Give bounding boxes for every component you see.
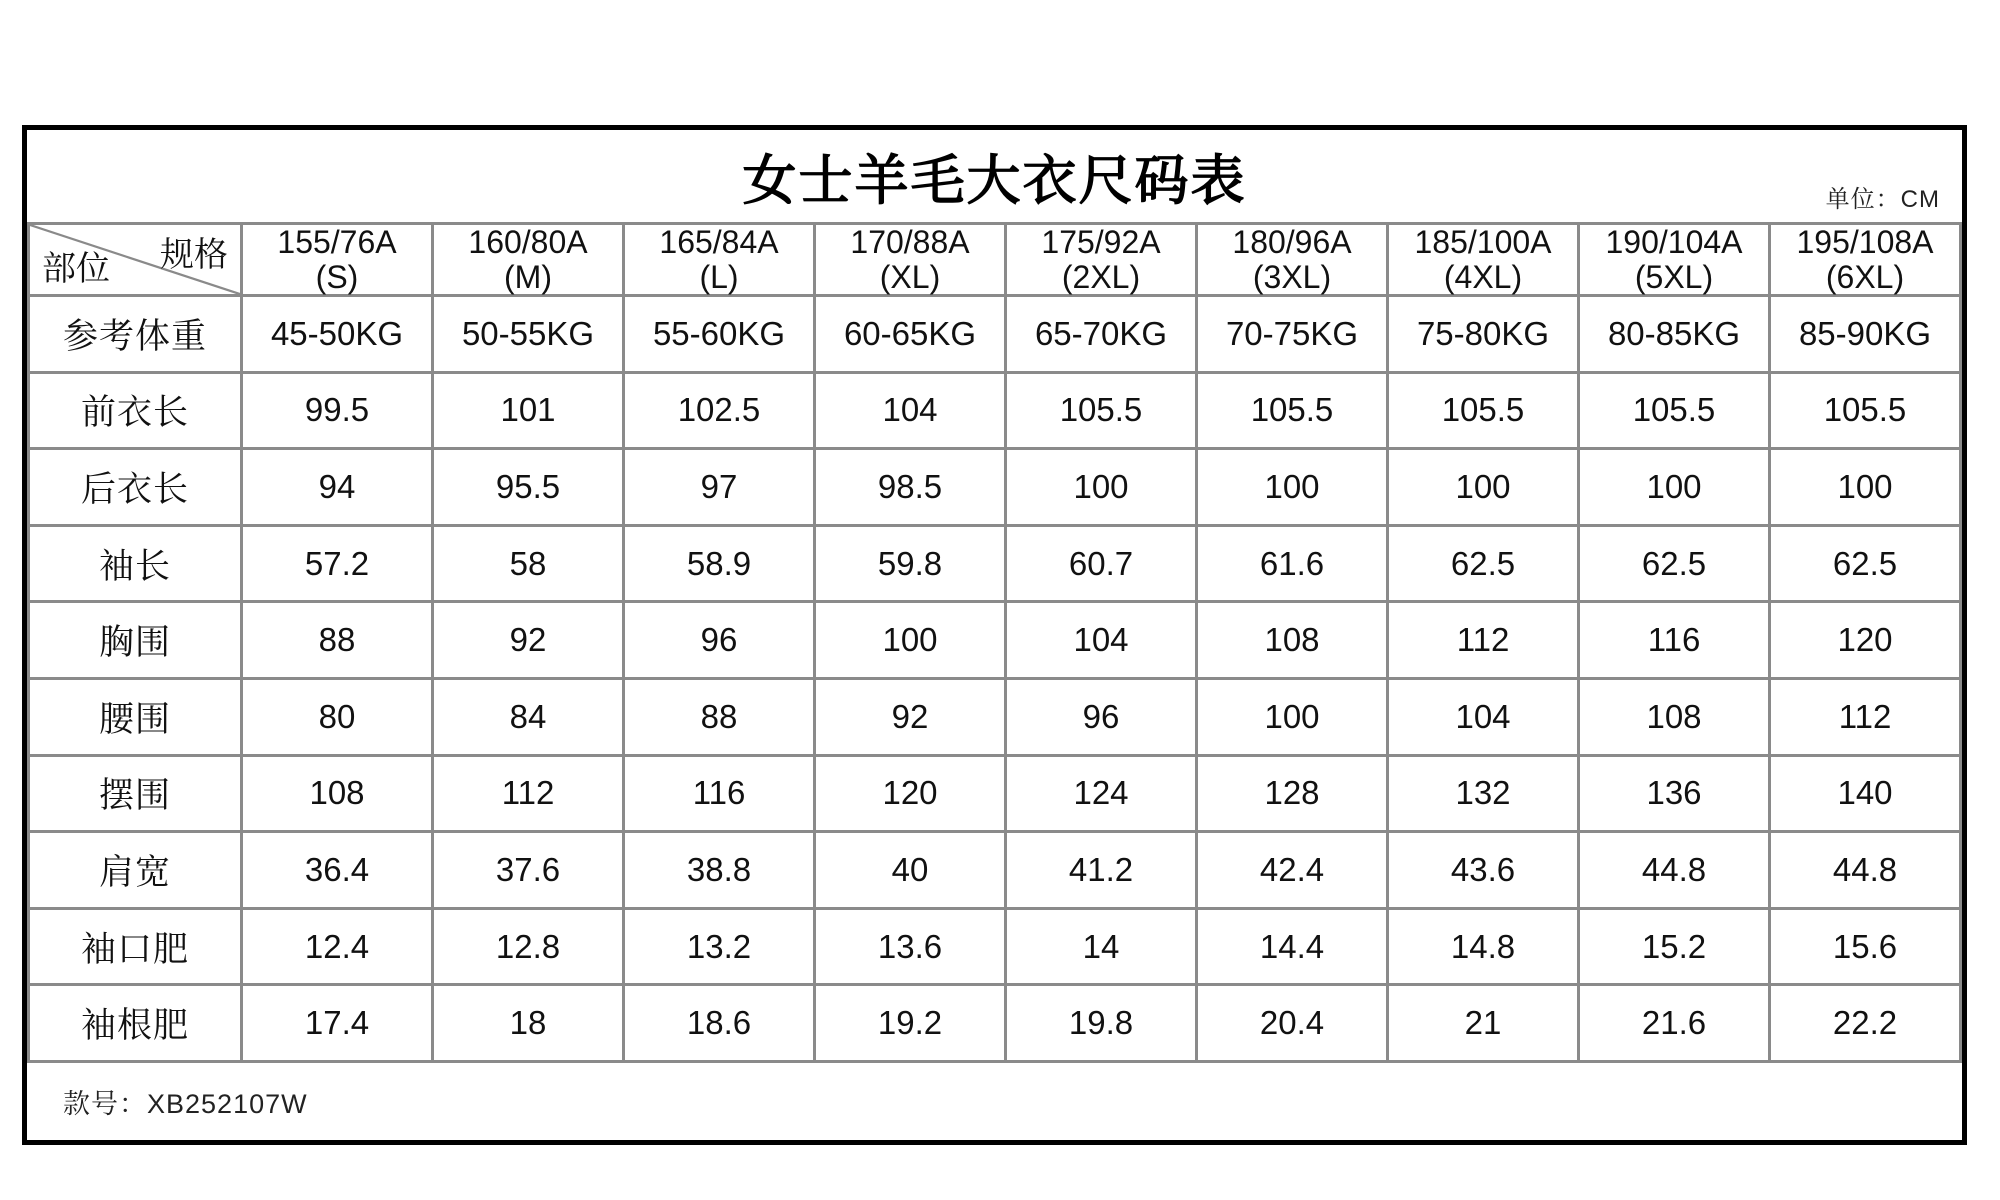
value-cell: 99.5 bbox=[242, 372, 433, 449]
table-row bbox=[29, 602, 1961, 679]
page-title: 女士羊毛大衣尺码表 bbox=[742, 150, 1247, 211]
row-label-cell: 袖长 bbox=[29, 525, 242, 602]
table-row bbox=[29, 985, 1961, 1062]
value-cell: 84 bbox=[433, 678, 624, 755]
value-cell: 105.5 bbox=[1579, 372, 1770, 449]
value-cell: 96 bbox=[1006, 678, 1197, 755]
table-row bbox=[29, 449, 1961, 526]
value-cell: 12.8 bbox=[433, 908, 624, 985]
value-cell: 108 bbox=[1579, 678, 1770, 755]
value-cell: 45-50KG bbox=[242, 296, 433, 373]
model-number: 款号：XB252107W bbox=[63, 1089, 308, 1119]
value-cell: 12.4 bbox=[242, 908, 433, 985]
value-cell: 96 bbox=[624, 602, 815, 679]
value-cell: 62.5 bbox=[1770, 525, 1961, 602]
value-cell: 100 bbox=[1770, 449, 1961, 526]
row-label-cell: 胸围 bbox=[29, 602, 242, 679]
corner-cell bbox=[29, 224, 242, 296]
value-cell: 60-65KG bbox=[815, 296, 1006, 373]
size-code: (S) bbox=[315, 258, 359, 295]
unit-note: 单位：CM bbox=[1825, 186, 1940, 213]
value-cell: 44.8 bbox=[1770, 832, 1961, 909]
value-cell: 57.2 bbox=[242, 525, 433, 602]
value-cell: 100 bbox=[1579, 449, 1770, 526]
value-cell: 98.5 bbox=[815, 449, 1006, 526]
value-cell: 100 bbox=[1197, 678, 1388, 755]
size-header-cell bbox=[433, 224, 624, 296]
table-row bbox=[29, 908, 1961, 985]
value-cell: 120 bbox=[815, 755, 1006, 832]
value-cell: 92 bbox=[815, 678, 1006, 755]
value-cell: 58 bbox=[433, 525, 624, 602]
value-cell: 37.6 bbox=[433, 832, 624, 909]
size-code: (5XL) bbox=[1634, 258, 1714, 295]
value-cell: 128 bbox=[1197, 755, 1388, 832]
table-row bbox=[29, 525, 1961, 602]
value-cell: 75-80KG bbox=[1388, 296, 1579, 373]
value-cell: 97 bbox=[624, 449, 815, 526]
size-header-cell bbox=[815, 224, 1006, 296]
value-cell: 19.2 bbox=[815, 985, 1006, 1062]
value-cell: 13.2 bbox=[624, 908, 815, 985]
value-cell: 80 bbox=[242, 678, 433, 755]
row-label-cell: 袖口肥 bbox=[29, 908, 242, 985]
value-cell: 50-55KG bbox=[433, 296, 624, 373]
value-cell: 61.6 bbox=[1197, 525, 1388, 602]
value-cell: 18 bbox=[433, 985, 624, 1062]
value-cell: 100 bbox=[1388, 449, 1579, 526]
value-cell: 85-90KG bbox=[1770, 296, 1961, 373]
value-cell: 22.2 bbox=[1770, 985, 1961, 1062]
value-cell: 60.7 bbox=[1006, 525, 1197, 602]
value-cell: 65-70KG bbox=[1006, 296, 1197, 373]
value-cell: 104 bbox=[1006, 602, 1197, 679]
row-label-cell: 后衣长 bbox=[29, 449, 242, 526]
value-cell: 43.6 bbox=[1388, 832, 1579, 909]
size-spec: 190/104A bbox=[1605, 224, 1743, 260]
value-cell: 70-75KG bbox=[1197, 296, 1388, 373]
size-header-cell bbox=[242, 224, 433, 296]
value-cell: 14 bbox=[1006, 908, 1197, 985]
value-cell: 104 bbox=[1388, 678, 1579, 755]
value-cell: 112 bbox=[433, 755, 624, 832]
value-cell: 17.4 bbox=[242, 985, 433, 1062]
value-cell: 104 bbox=[815, 372, 1006, 449]
size-code: (XL) bbox=[879, 258, 941, 295]
size-spec: 160/80A bbox=[468, 224, 588, 260]
size-spec: 155/76A bbox=[277, 224, 397, 260]
header-row bbox=[29, 224, 1961, 296]
table-row bbox=[29, 372, 1961, 449]
value-cell: 21.6 bbox=[1579, 985, 1770, 1062]
value-cell: 36.4 bbox=[242, 832, 433, 909]
size-chart-sheet bbox=[22, 125, 1967, 1145]
size-header-cell bbox=[1770, 224, 1961, 296]
value-cell: 18.6 bbox=[624, 985, 815, 1062]
size-spec: 165/84A bbox=[659, 224, 779, 260]
size-code: (3XL) bbox=[1252, 258, 1332, 295]
value-cell: 55-60KG bbox=[624, 296, 815, 373]
table-row bbox=[29, 678, 1961, 755]
row-label-cell: 前衣长 bbox=[29, 372, 242, 449]
value-cell: 40 bbox=[815, 832, 1006, 909]
value-cell: 80-85KG bbox=[1579, 296, 1770, 373]
value-cell: 14.8 bbox=[1388, 908, 1579, 985]
size-code: (6XL) bbox=[1825, 258, 1905, 295]
value-cell: 14.4 bbox=[1197, 908, 1388, 985]
value-cell: 105.5 bbox=[1770, 372, 1961, 449]
value-cell: 100 bbox=[1006, 449, 1197, 526]
size-code: (L) bbox=[699, 258, 739, 295]
value-cell: 62.5 bbox=[1388, 525, 1579, 602]
value-cell: 101 bbox=[433, 372, 624, 449]
title-band bbox=[27, 130, 1962, 222]
size-code: (4XL) bbox=[1443, 258, 1523, 295]
size-spec: 170/88A bbox=[850, 224, 970, 260]
row-label-cell: 袖根肥 bbox=[29, 985, 242, 1062]
table-row bbox=[29, 832, 1961, 909]
value-cell: 19.8 bbox=[1006, 985, 1197, 1062]
size-code: (M) bbox=[504, 258, 552, 295]
value-cell: 20.4 bbox=[1197, 985, 1388, 1062]
footer-band bbox=[27, 1063, 1962, 1140]
value-cell: 100 bbox=[815, 602, 1006, 679]
size-spec: 185/100A bbox=[1414, 224, 1552, 260]
size-header-cell bbox=[1388, 224, 1579, 296]
value-cell: 102.5 bbox=[624, 372, 815, 449]
value-cell: 58.9 bbox=[624, 525, 815, 602]
size-spec: 195/108A bbox=[1796, 224, 1934, 260]
row-label-cell: 腰围 bbox=[29, 678, 242, 755]
value-cell: 112 bbox=[1388, 602, 1579, 679]
size-table bbox=[27, 222, 1962, 1063]
value-cell: 44.8 bbox=[1579, 832, 1770, 909]
value-cell: 13.6 bbox=[815, 908, 1006, 985]
table-row bbox=[29, 755, 1961, 832]
value-cell: 88 bbox=[242, 602, 433, 679]
value-cell: 136 bbox=[1579, 755, 1770, 832]
value-cell: 42.4 bbox=[1197, 832, 1388, 909]
value-cell: 62.5 bbox=[1579, 525, 1770, 602]
value-cell: 112 bbox=[1770, 678, 1961, 755]
value-cell: 38.8 bbox=[624, 832, 815, 909]
size-code: (2XL) bbox=[1061, 258, 1141, 295]
size-header-cell bbox=[624, 224, 815, 296]
value-cell: 108 bbox=[242, 755, 433, 832]
value-cell: 94 bbox=[242, 449, 433, 526]
value-cell: 41.2 bbox=[1006, 832, 1197, 909]
value-cell: 100 bbox=[1197, 449, 1388, 526]
value-cell: 124 bbox=[1006, 755, 1197, 832]
value-cell: 88 bbox=[624, 678, 815, 755]
value-cell: 140 bbox=[1770, 755, 1961, 832]
value-cell: 105.5 bbox=[1197, 372, 1388, 449]
value-cell: 59.8 bbox=[815, 525, 1006, 602]
size-header-cell bbox=[1197, 224, 1388, 296]
corner-spec-label: 规格 bbox=[160, 236, 228, 274]
value-cell: 120 bbox=[1770, 602, 1961, 679]
value-cell: 105.5 bbox=[1388, 372, 1579, 449]
row-label-cell: 摆围 bbox=[29, 755, 242, 832]
value-cell: 116 bbox=[1579, 602, 1770, 679]
size-header-cell bbox=[1006, 224, 1197, 296]
value-cell: 95.5 bbox=[433, 449, 624, 526]
value-cell: 15.2 bbox=[1579, 908, 1770, 985]
value-cell: 15.6 bbox=[1770, 908, 1961, 985]
row-label-cell: 参考体重 bbox=[29, 296, 242, 373]
value-cell: 116 bbox=[624, 755, 815, 832]
value-cell: 108 bbox=[1197, 602, 1388, 679]
size-spec: 175/92A bbox=[1041, 224, 1161, 260]
value-cell: 105.5 bbox=[1006, 372, 1197, 449]
size-spec: 180/96A bbox=[1232, 224, 1352, 260]
row-label-cell: 肩宽 bbox=[29, 832, 242, 909]
table-row bbox=[29, 296, 1961, 373]
value-cell: 132 bbox=[1388, 755, 1579, 832]
value-cell: 21 bbox=[1388, 985, 1579, 1062]
corner-part-label: 部位 bbox=[42, 250, 110, 289]
size-header-cell bbox=[1579, 224, 1770, 296]
value-cell: 92 bbox=[433, 602, 624, 679]
